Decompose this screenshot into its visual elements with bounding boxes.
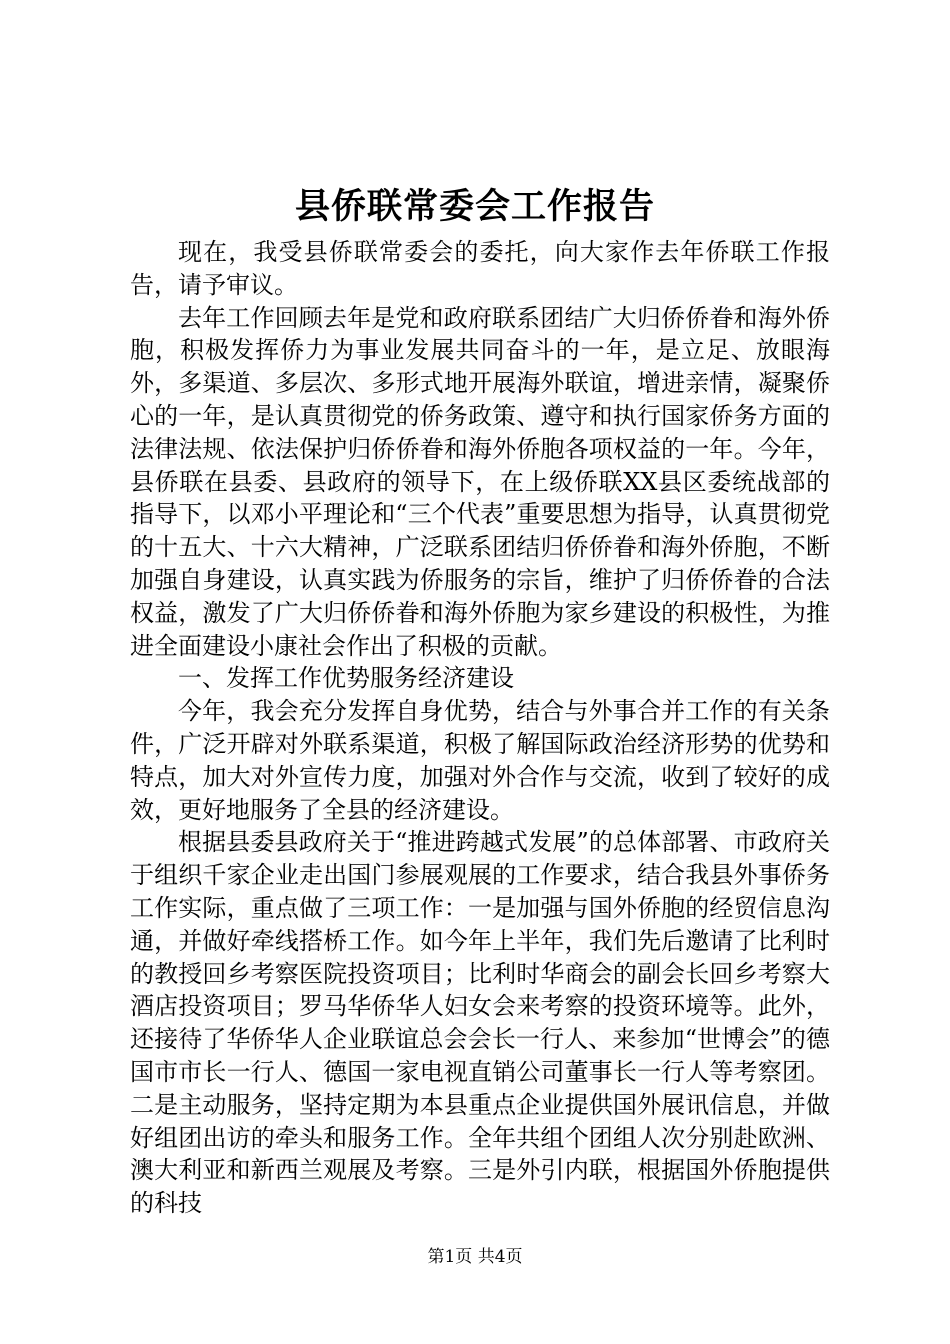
section-heading: 一、发挥工作优势服务经济建设 <box>178 664 514 693</box>
page-footer: 第1页 共4页 <box>427 1247 523 1267</box>
paragraph-work-items: 根据县委县政府关于“推进跨越式发展”的总体部署、市政府关于组织千家企业走出国门参展观展的工作要求，结合我县外事侨务工作实际，重点做了三项工作：一是加强与国外侨胞的经贸信息沟通，并做好牵线搭桥工作。如今年上半年，我们先后邀请了比利时的教授回乡考察医院投资项目；比利时华商会的副会长回乡考察大酒店投资项目；罗马华侨华人妇女会来考察的投资环境等。此外，还接待了华侨华人企业联谊总会会长一行人、来参加“世博会”的德国市市长一行人、德国一家电视直销公司董事长一行人等考察团。二是主动服务，坚持定期为本县重点企业提供国外展讯信息，并做好组团出访的牵头和服务工作。全年共组个团组人次分别赴欧洲、澳大利亚和新西兰观展及考察。三是外引内联，根据国外侨胞提供的科技 <box>130 828 830 1218</box>
paragraph-economy: 今年，我会充分发挥自身优势，结合与外事合并工作的有关条件，广泛开辟对外联系渠道，积极了解国际政治经济形势的优势和特点，加大对外宣传力度，加强对外合作与交流，收到了较好的成效，更好地服务了全县的经济建设。 <box>130 697 830 824</box>
page-title: 县侨联常委会工作报告 <box>294 186 655 227</box>
paragraph-review: 去年工作回顾去年是党和政府联系团结广大归侨侨眷和海外侨胞，积极发挥侨力为事业发展共同奋斗的一年，是立足、放眼海外，多渠道、多层次、多形式地开展海外联谊，增进亲情，凝聚侨心的一年，是认真贯彻党的侨务政策、遵守和执行国家侨务方面的法律法规、依法保护归侨侨眷和海外侨胞各项权益的一年。今年，县侨联在县委、县政府的领导下，在上级侨联XX县区委统战部的指导下，以邓小平理论和“三个代表”重要思想为指导，认真贯彻党的十五大、十六大精神，广泛联系团结归侨侨眷和海外侨胞，不断加强自身建设，认真实践为侨服务的宗旨，维护了归侨侨眷的合法权益，激发了广大归侨侨眷和海外侨胞为家乡建设的积极性，为推进全面建设小康社会作出了积极的贡献。 <box>130 303 830 660</box>
document-body <box>130 236 830 1220</box>
paragraph-intro: 现在，我受县侨联常委会的委托，向大家作去年侨联工作报告，请予审议。 <box>130 238 830 299</box>
